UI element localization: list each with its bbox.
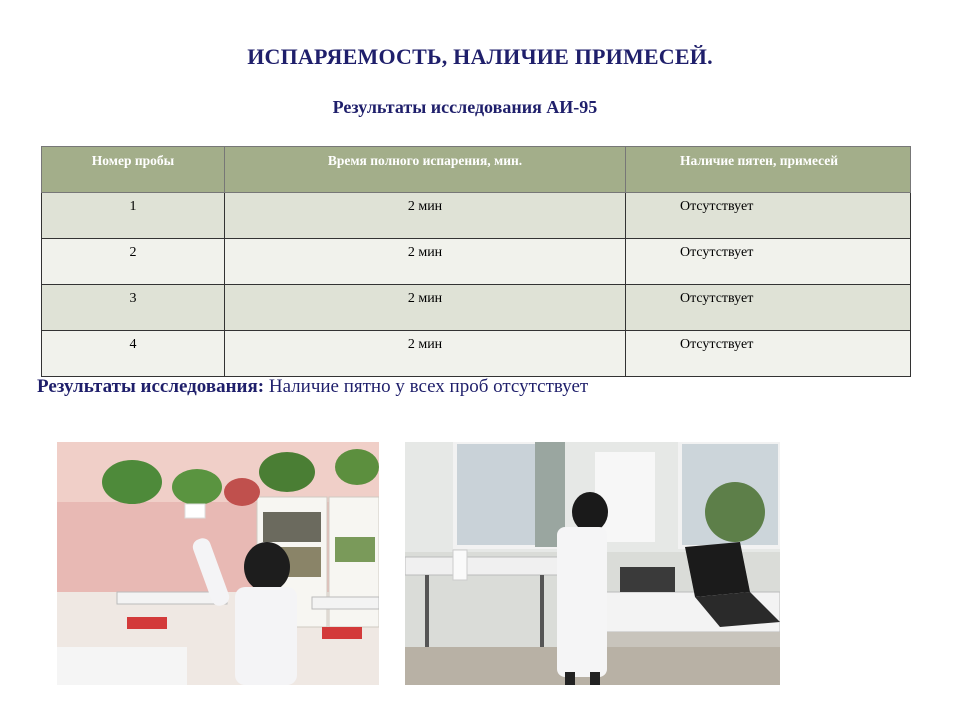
cell-impurities: Отсутствует: [626, 285, 911, 331]
lab-photo-left: [57, 442, 379, 685]
cell-impurities: Отсутствует: [626, 239, 911, 285]
conclusion-text: [37, 376, 588, 398]
cell-sample-number: 4: [42, 331, 225, 377]
cell-evaporation-time: 2 мин: [225, 331, 626, 377]
header-evaporation-time: Время полного испарения, мин.: [225, 147, 626, 193]
conclusion-label: Результаты исследования:: [37, 376, 265, 397]
table-row: [42, 285, 911, 331]
header-sample-number: Номер пробы: [42, 147, 225, 193]
table-row: [42, 193, 911, 239]
conclusion-body: Наличие пятно у всех проб отсутствует: [264, 376, 589, 397]
cell-sample-number: 1: [42, 193, 225, 239]
cell-impurities: Отсутствует: [626, 331, 911, 377]
results-table: [41, 146, 911, 377]
lab-photo-right: [405, 442, 780, 685]
table-header-row: [42, 147, 911, 193]
cell-sample-number: 3: [42, 285, 225, 331]
table-row: [42, 239, 911, 285]
cell-sample-number: 2: [42, 239, 225, 285]
slide-title: ИСПАРЯЕМОСТЬ, НАЛИЧИЕ ПРИМЕСЕЙ.: [247, 44, 713, 69]
table-row: [42, 331, 911, 377]
cell-evaporation-time: 2 мин: [225, 285, 626, 331]
header-impurities: Наличие пятен, примесей: [626, 147, 911, 193]
cell-evaporation-time: 2 мин: [225, 193, 626, 239]
cell-impurities: Отсутствует: [626, 193, 911, 239]
cell-evaporation-time: 2 мин: [225, 239, 626, 285]
slide-subtitle: Результаты исследования АИ-95: [332, 97, 598, 117]
